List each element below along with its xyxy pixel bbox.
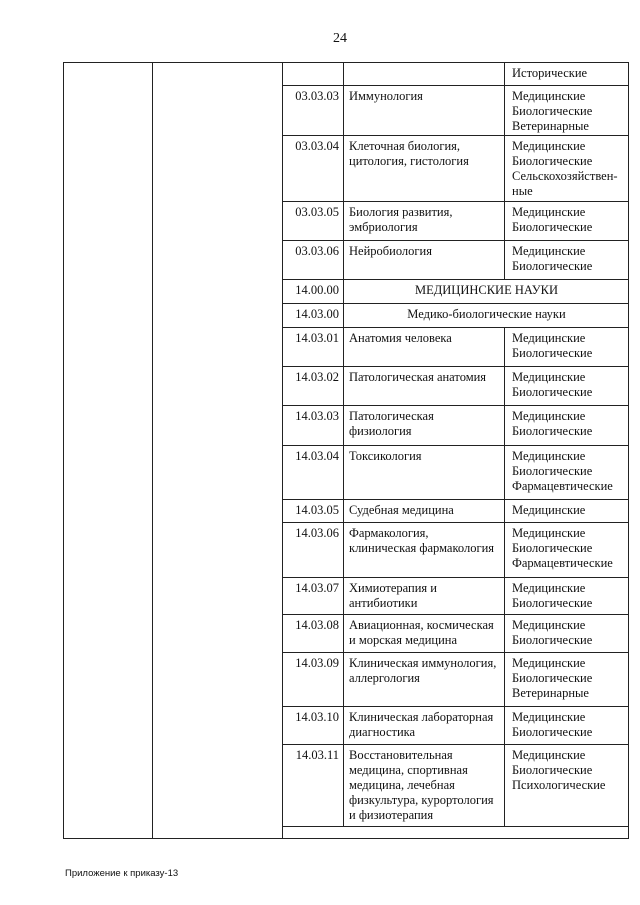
- science-branch: Исторические: [512, 66, 588, 80]
- science-branch: Медицинские: [512, 710, 586, 724]
- science-branches: [507, 136, 628, 199]
- specialty-code: 14.03.09: [295, 656, 339, 670]
- cell-divider: [343, 707, 344, 744]
- specialty-name: [345, 328, 503, 346]
- science-branches: [507, 500, 628, 518]
- table-heading-row: [283, 304, 628, 328]
- cell-divider: [504, 86, 505, 135]
- science-branches: [507, 241, 628, 274]
- specialty-name-line: Нейробиология: [349, 244, 432, 258]
- cell-divider: [504, 446, 505, 499]
- specialty-code: 14.03.08: [295, 618, 339, 632]
- cell-divider: [504, 367, 505, 405]
- science-branch: Биологические: [512, 464, 593, 478]
- cell-divider: [343, 615, 344, 652]
- science-branch: Фармацевтические: [512, 556, 613, 570]
- science-branch: Биологические: [512, 763, 593, 777]
- specialty-code: 14.03.10: [295, 710, 339, 724]
- cell-divider: [343, 304, 344, 327]
- science-branch: Медицинские: [512, 409, 586, 423]
- specialty-name-line: Клеточная биология,: [349, 139, 461, 153]
- cell-divider: [504, 578, 505, 614]
- specialty-name-line: Патологическая: [349, 409, 434, 423]
- science-branch: Фармацевтические: [512, 479, 613, 493]
- specialty-code: 14.03.02: [295, 370, 339, 384]
- specialty-name: [345, 241, 503, 259]
- specialty-name: [345, 202, 503, 235]
- table-row: [283, 86, 628, 136]
- specialty-code: 03.03.06: [295, 244, 339, 258]
- specialty-name-line: Клиническая иммунология,: [349, 656, 497, 670]
- science-branch: Медицинские: [512, 205, 586, 219]
- science-branch: Биологические: [512, 725, 593, 739]
- section-heading: МЕДИЦИНСКИЕ НАУКИ: [414, 283, 559, 297]
- science-branch: Медицинские: [512, 244, 586, 258]
- science-branch: Медицинские: [512, 139, 586, 153]
- specialty-name: [345, 63, 503, 66]
- table-row: [283, 707, 628, 745]
- cell-divider: [343, 202, 344, 240]
- science-branch: Биологические: [512, 154, 593, 168]
- specialty-code: 14.03.01: [295, 331, 339, 345]
- science-branches: [507, 707, 628, 740]
- specialty-name-line: диагностика: [349, 725, 416, 739]
- specialty-name-line: Биология развития,: [349, 205, 453, 219]
- cell-divider: [343, 63, 344, 85]
- specialty-name: [345, 367, 503, 385]
- cell-divider: [504, 615, 505, 652]
- specialty-name-line: медицина, спортивная: [349, 763, 468, 777]
- cell-divider: [343, 328, 344, 366]
- specialty-name: [345, 653, 503, 686]
- table-row: [283, 745, 628, 827]
- science-branch: Медицинские: [512, 526, 586, 540]
- specialty-name-line: Патологическая анатомия: [349, 370, 487, 384]
- cell-divider: [343, 280, 344, 303]
- specialty-name-line: Химиотерапия и: [349, 581, 437, 595]
- specialty-name: [345, 136, 503, 169]
- specialty-name: [345, 578, 503, 611]
- cell-divider: [343, 446, 344, 499]
- science-branches: [507, 202, 628, 235]
- science-branch: Медицинские: [512, 331, 586, 345]
- page-number: 24: [333, 31, 347, 46]
- specialty-name-line: Фармакология,: [349, 526, 429, 540]
- table-row: [283, 500, 628, 523]
- science-branch: Биологические: [512, 541, 593, 555]
- specialty-name: [345, 86, 503, 104]
- specialty-code: 14.03.11: [295, 748, 339, 762]
- specialty-name: [345, 500, 503, 518]
- specialty-name-line: антибиотики: [349, 596, 418, 610]
- cell-divider: [343, 653, 344, 706]
- science-branches: [507, 578, 628, 611]
- table-row: [283, 202, 628, 241]
- specialty-name: [345, 745, 503, 823]
- footer-note: Приложение к приказу-13: [65, 868, 179, 879]
- specialty-name-line: Авиационная, космическая: [349, 618, 494, 632]
- cell-divider: [504, 241, 505, 279]
- cell-divider: [504, 136, 505, 201]
- specialty-code: 14.03.05: [295, 503, 339, 517]
- specialty-code: 03.03.04: [295, 139, 339, 153]
- science-branches: [507, 745, 628, 793]
- table-row: [283, 615, 628, 653]
- cell-divider: [504, 707, 505, 744]
- specialty-code: 14.03.06: [295, 526, 339, 540]
- specialty-name: [345, 406, 503, 439]
- science-branch: Биологические: [512, 259, 593, 273]
- table-row: [283, 578, 628, 615]
- science-branch: Психологические: [512, 778, 606, 792]
- science-branches: [507, 63, 628, 81]
- science-branch: Биологические: [512, 671, 593, 685]
- specialty-name-line: физкультура, курортология: [349, 793, 494, 807]
- science-branches: [507, 406, 628, 439]
- cell-divider: [343, 578, 344, 614]
- specialty-name-line: Клиническая лабораторная: [349, 710, 494, 724]
- cell-divider: [504, 653, 505, 706]
- cell-divider: [504, 328, 505, 366]
- science-branch: Биологические: [512, 596, 593, 610]
- science-branches: [507, 446, 628, 494]
- specialty-name-line: аллергология: [349, 671, 420, 685]
- specialty-name-line: эмбриология: [349, 220, 418, 234]
- cell-divider: [504, 745, 505, 826]
- science-branch: Медицинские: [512, 370, 586, 384]
- cell-divider: [343, 523, 344, 577]
- specialty-code: 14.03.00: [295, 307, 339, 321]
- specialties-table: [63, 62, 629, 839]
- specialty-name-line: физиология: [349, 424, 412, 438]
- cell-divider: [343, 241, 344, 279]
- specialty-name: [345, 446, 503, 464]
- cell-divider: [504, 406, 505, 445]
- science-branches: [507, 367, 628, 400]
- table-row: [283, 241, 628, 280]
- specialty-code: 03.03.03: [295, 89, 339, 103]
- section-heading: Медико-биологические науки: [407, 307, 566, 321]
- cell-divider: [343, 406, 344, 445]
- specialty-code: 14.03.04: [295, 449, 339, 463]
- specialty-name-line: и физиотерапия: [349, 808, 434, 822]
- cell-divider: [343, 745, 344, 826]
- specialty-name: [345, 707, 503, 740]
- science-branch: Сельскохозяйствен-: [512, 169, 618, 183]
- cell-divider: [343, 367, 344, 405]
- science-branch: Биологические: [512, 633, 593, 647]
- science-branch: Ветеринарные: [512, 119, 589, 133]
- cell-divider: [343, 136, 344, 201]
- specialty-code: 03.03.05: [295, 205, 339, 219]
- specialty-name: [345, 615, 503, 648]
- science-branches: [507, 328, 628, 361]
- table-row: [283, 328, 628, 367]
- table-row: [283, 136, 628, 202]
- table-row: [283, 63, 628, 86]
- science-branch: Медицинские: [512, 581, 586, 595]
- cell-divider: [504, 63, 505, 85]
- science-branch: Медицинские: [512, 89, 586, 103]
- science-branch: Биологические: [512, 220, 593, 234]
- science-branch: Биологические: [512, 385, 593, 399]
- specialty-name-line: клиническая фармакология: [349, 541, 495, 555]
- science-branches: [507, 615, 628, 648]
- table-row: [283, 653, 628, 707]
- table-row: [283, 523, 628, 578]
- science-branches: [507, 523, 628, 571]
- table-heading-row: [283, 280, 628, 304]
- science-branch: ные: [512, 184, 533, 198]
- specialty-name-line: цитология, гистология: [349, 154, 469, 168]
- cell-divider: [504, 202, 505, 240]
- science-branch: Медицинские: [512, 618, 586, 632]
- science-branches: [507, 653, 628, 701]
- specialty-name-line: Восстановительная: [349, 748, 453, 762]
- specialty-name-line: Иммунология: [349, 89, 423, 103]
- science-branch: Медицинские: [512, 449, 586, 463]
- science-branch: Биологические: [512, 346, 593, 360]
- table-row: [283, 406, 628, 446]
- specialty-name-line: Анатомия человека: [349, 331, 452, 345]
- specialty-name: [345, 523, 503, 556]
- cell-divider: [504, 500, 505, 522]
- table-row: [283, 367, 628, 406]
- specialty-code: 14.00.00: [295, 283, 339, 297]
- specialty-code: 14.03.03: [295, 409, 339, 423]
- science-branch: Медицинские: [512, 748, 586, 762]
- science-branch: Медицинские: [512, 503, 586, 517]
- table-column-divider-1: [152, 63, 153, 838]
- cell-divider: [504, 523, 505, 577]
- specialty-name-line: Токсикология: [349, 449, 422, 463]
- specialty-code: [283, 63, 342, 66]
- cell-divider: [343, 500, 344, 522]
- specialty-name-line: медицина, лечебная: [349, 778, 455, 792]
- science-branch: Ветеринарные: [512, 686, 589, 700]
- table-row: [283, 446, 628, 500]
- science-branches: [507, 86, 628, 134]
- science-branch: Биологические: [512, 424, 593, 438]
- cell-divider: [343, 86, 344, 135]
- science-branch: Биологические: [512, 104, 593, 118]
- specialty-code: 14.03.07: [295, 581, 339, 595]
- science-branch: Медицинские: [512, 656, 586, 670]
- specialty-name-line: и морская медицина: [349, 633, 458, 647]
- specialty-name-line: Судебная медицина: [349, 503, 454, 517]
